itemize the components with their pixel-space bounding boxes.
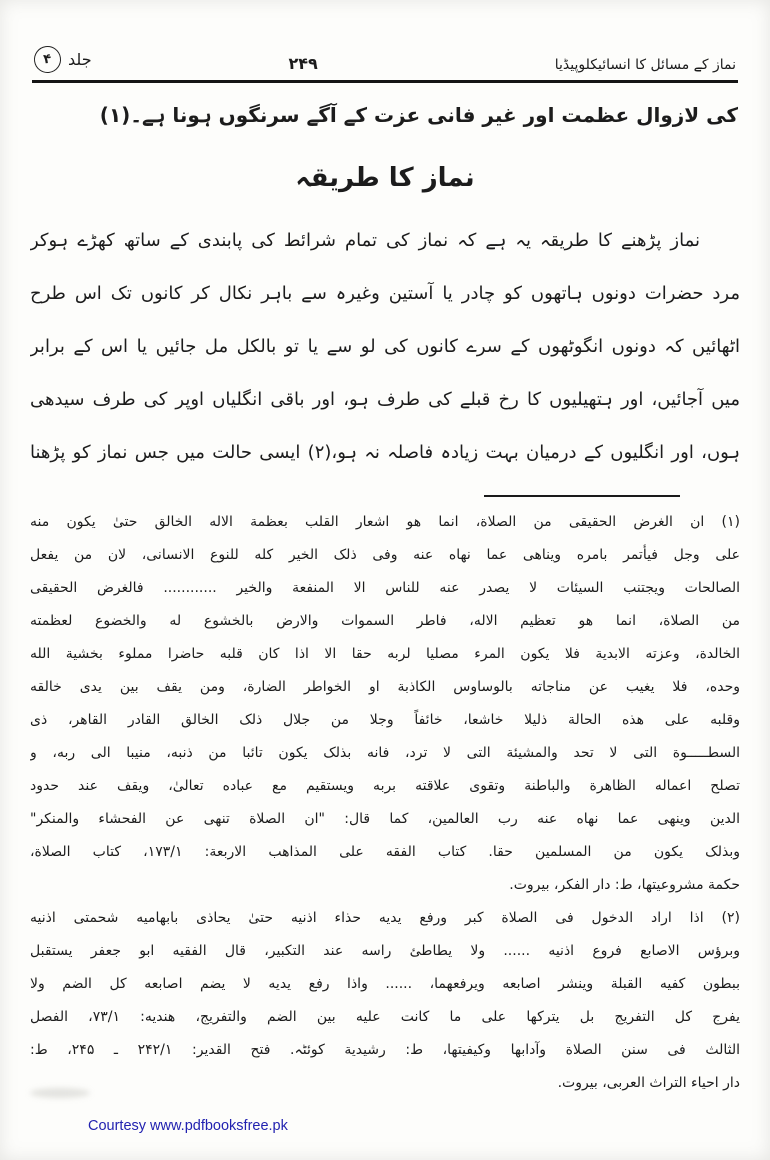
footnote-separator bbox=[484, 495, 680, 497]
header-rule bbox=[32, 80, 738, 83]
body-line: نماز پڑھنے کا طریقہ یہ ہے کہ نماز کی تمام شرائط کی پابندی کے ساتھ کھڑے ہوکر bbox=[30, 230, 700, 251]
volume-label: جلد bbox=[68, 50, 92, 69]
footnote-line: وبرؤس الاصابع فروع اذنیه ...... ولا یطاطئ راسه عند التكبیر، قال الفقیه ابو جعفر یستقبل bbox=[30, 943, 740, 959]
footnote-line: الصالحات ویجتنب السیئات لا یصدر عنه للناس الا المنفعة والخیر ............ فالغرض الحقیقی bbox=[30, 580, 740, 596]
body-line: ہوں، اور انگلیوں کے درمیان بہت زیادہ فاصلہ نہ ہو،(۲) ایسی حالت میں جس نماز کو پڑھنا bbox=[30, 442, 740, 463]
footnote-line: دار احیاء التراث العربی، بیروت. bbox=[557, 1075, 740, 1091]
footnote-line: الدین وینهی عما نهاه عنه رب العالمین، كما قال: "ان الصلاة تنهی عن الفحشاء والمنكر" bbox=[30, 811, 740, 827]
footnote-line: (۲) اذا اراد الدخول فی الصلاة كبر ورفع یدیه حذاء اذنیه حتیٰ یحاذی بابهامیه شحمتی اذنیه bbox=[30, 910, 740, 926]
footnote-line: الثالث فی سنن الصلاة وآدابها وكیفیتها، ط: رشیدیة كوئٹہ. فتح القدیر: ۲۴۲/۱ ـ ۲۴۵، ط: bbox=[30, 1042, 740, 1058]
footnote-line: وقلبه علی هذه الحالة ذلیلا خاشعا، خائفاً وجلا من جلال ذلک الخالق القادر القاهر، ذی bbox=[30, 712, 740, 728]
watermark-text: Courtesy www.pdfbooksfree.pk bbox=[88, 1118, 288, 1134]
footnote-2 bbox=[30, 902, 740, 1100]
footnote-line: (۱) ان الغرض الحقیقی من الصلاة، انما هو اشعار القلب بعظمة الاله الخالق حتیٰ یكون منه bbox=[30, 514, 740, 530]
intro-continuation-line: کی لازوال عظمت اور غیر فانی عزت کے آگے سرنگوں ہونا ہے۔(۱) bbox=[99, 103, 738, 127]
footnote-line: یفرج كل التفریج بل یتركها علی ما كانت علیه بین الضم والتفریج، هندیه: ۷۳/۱، الفصل bbox=[30, 1009, 740, 1025]
footnote-1 bbox=[30, 506, 740, 902]
footnote-line: ببطون كفیه القبلة وینشر اصابعه ویرفعهما، ...... واذا رفع یدیه لا یضم اصابعه كل الضم ولا bbox=[30, 976, 740, 992]
volume-indicator bbox=[34, 46, 92, 73]
header-book-title: نماز کے مسائل کا انسائیکلوپیڈیا bbox=[554, 57, 736, 73]
scan-smudge bbox=[30, 1088, 90, 1098]
page-number: ۲۴۹ bbox=[288, 54, 318, 73]
body-paragraph bbox=[30, 214, 740, 479]
footnote-line: من الصلاة، انما هو تعظیم الاله، فاطر السموات والارض بالخشوع له والخضوع لعظمته bbox=[30, 613, 740, 629]
footnote-line: وحده، فلا یغیب عن مناجاته بالوساوس الكاذبة او الخواطر الضارة، ومن یقف بین یدی خالقه bbox=[30, 679, 740, 695]
footnote-line: السطـــــوة التی لا تحد والمشیئة التی لا ترد، فانه بذلک یكون تائبا من ذنبه، منیبا الی ربه، و bbox=[30, 745, 740, 761]
body-line: اٹھائیں کہ دونوں انگوٹھوں کے سرے کانوں کی لو سے یا تو بالکل مل جائیں یا اس کے برابر bbox=[30, 336, 740, 357]
page-header bbox=[30, 0, 740, 80]
section-heading: نماز کا طریقہ bbox=[295, 163, 475, 193]
footnote-line: حكمة مشروعیتها، ط: دار الفكر، بیروت. bbox=[509, 877, 740, 893]
footnotes-section bbox=[30, 506, 740, 1100]
footnote-line: وبذلک یكون من المسلمین حقا. كتاب الفقه علی المذاهب الاربعة: ۱۷۳/۱، كتاب الصلاة، bbox=[30, 844, 740, 860]
footnote-line: تصلح اعماله الظاهرة والباطنة وتقوی علاقته بربه ویستقیم مع عباده تعالیٰ، ویقف عند حدود bbox=[30, 778, 740, 794]
footnote-line: علی وجل فیأتمر بامره ویناهی عما نهاه عنه وفی ذلک الخیر كله للنوع الانسانی، لان من یفعل bbox=[30, 547, 740, 563]
footnote-line: الخالدة، وعزته الابدیة فلا یكون المرء مصلیا لربه حقا الا اذا كان قلبه حاضرا مملوء بخشیة الله bbox=[30, 646, 740, 662]
body-line: میں آجائیں، اور ہتھیلیوں کا رخ قبلے کی طرف ہو، اور باقی انگلیاں اوپر کی طرف سیدھی bbox=[30, 389, 740, 410]
body-line: مرد حضرات دونوں ہاتھوں کو چادر یا آستین وغیرہ سے باہر نکال کر کانوں تک اس طرح bbox=[30, 283, 740, 304]
volume-number-circle: ۴ bbox=[32, 44, 62, 74]
